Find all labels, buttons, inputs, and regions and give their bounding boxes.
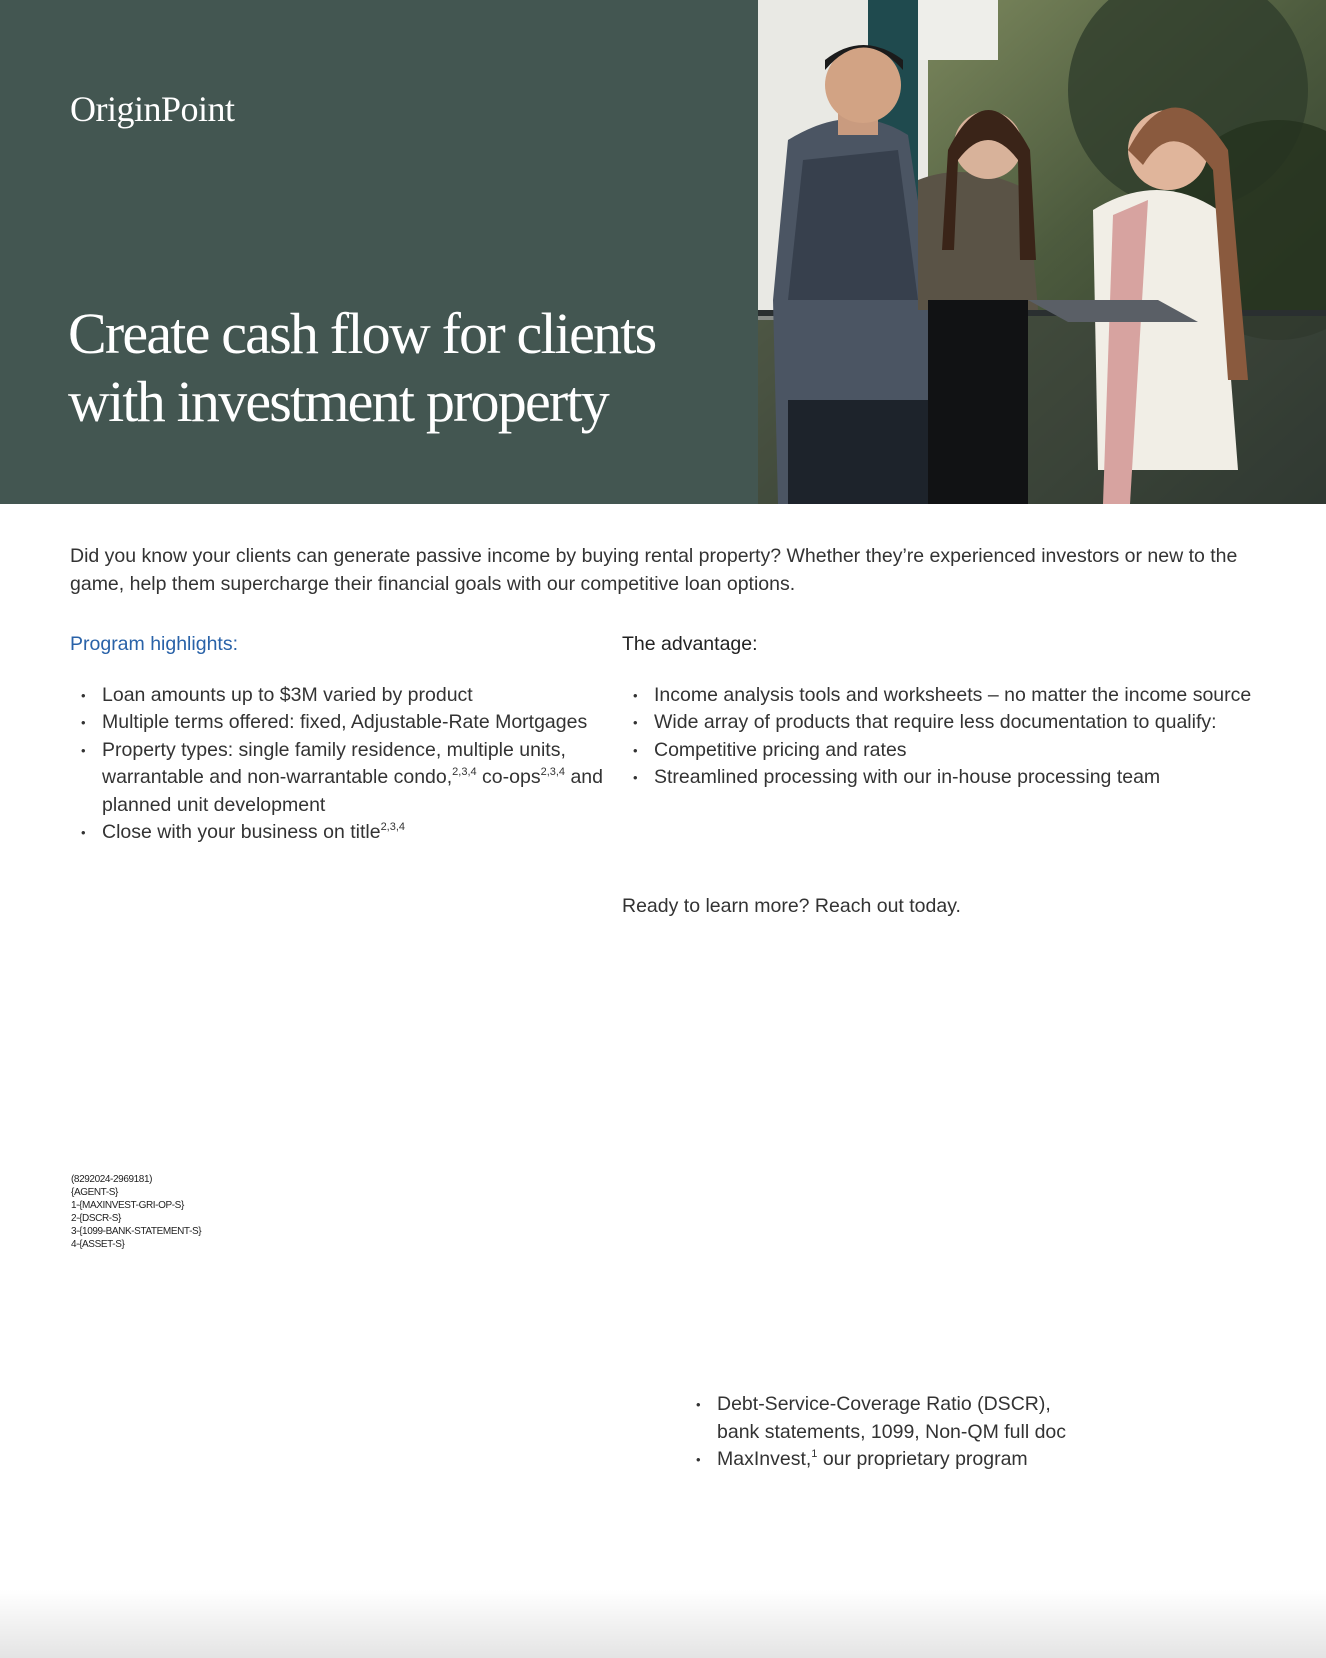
- list-item: • Streamlined processing with our in-house processing team: [622, 764, 1282, 791]
- code-line: 2-{DSCR-S}: [71, 1213, 121, 1224]
- close-on-title-text: Close with your business on title: [102, 821, 381, 844]
- intro-paragraph: Did you know your clients can generate passive income by buying rental property? Whether they’re experienced investors or new to the game, help them supercharge their financial goals with our competitive loan options.: [70, 545, 1238, 595]
- footnote-ref: 1: [811, 1448, 818, 1461]
- list-item: [70, 819, 610, 846]
- dscr-line-2: bank statements, 1099, Non-QM full doc: [717, 1420, 1067, 1443]
- call-to-action: Ready to learn more? Reach out today.: [622, 895, 961, 917]
- dscr-line-1: Debt-Service-Coverage Ratio (DSCR),: [717, 1393, 1051, 1416]
- originpoint-logo: OriginPoint: [70, 89, 235, 129]
- hero-panel: [0, 0, 758, 504]
- products-text: Wide array of products that require less documentation to qualify:: [654, 711, 1217, 734]
- program-highlights-title: Program highlights:: [70, 633, 238, 655]
- sub-list-item: [685, 1391, 1066, 1446]
- program-highlights-list: [70, 682, 610, 846]
- list-item: • Income analysis tools and worksheets – no matter the income source: [622, 682, 1282, 709]
- sub-list-item: [685, 1446, 1066, 1473]
- hero-photo: [758, 0, 1326, 504]
- advantage-title: The advantage:: [622, 633, 758, 655]
- list-item: [70, 737, 610, 819]
- list-item: • Loan amounts up to $3M varied by product: [70, 682, 610, 709]
- footnote-ref: 2,3,4: [540, 766, 566, 779]
- footnote-ref: 2,3,4: [380, 821, 406, 834]
- headline-line-2: with investment property: [68, 369, 608, 434]
- products-sub-list: [654, 1391, 1066, 1473]
- code-line: 1-{MAXINVEST-GRI-OP-S}: [71, 1200, 184, 1211]
- property-types-text: Property types: single family residence, multiple units, warrantable and non-warrantable condo,: [102, 738, 566, 789]
- code-line: 3-{1099-BANK-STATEMENT-S}: [71, 1226, 202, 1237]
- page-bottom-shadow: [0, 1590, 1326, 1658]
- list-item: • Multiple terms offered: fixed, Adjustable-Rate Mortgages: [70, 709, 610, 736]
- maxinvest-rest-text: our proprietary program: [817, 1448, 1028, 1471]
- co-ops-text: co-ops: [476, 766, 541, 789]
- headline-line-1: Create cash flow for clients: [68, 301, 656, 366]
- hero-headline: [68, 300, 748, 436]
- code-line: {AGENT-S}: [71, 1187, 118, 1198]
- list-item: • Competitive pricing and rates: [622, 737, 1282, 764]
- footnote-ref: 2,3,4: [452, 766, 477, 779]
- hero-photo-illustration: [758, 0, 1326, 504]
- maxinvest-text: MaxInvest,: [717, 1448, 812, 1471]
- code-line: 4-{ASSET-S}: [71, 1239, 125, 1250]
- planned-unit-text: and planned unit development: [102, 766, 603, 816]
- document-codes: [71, 1173, 201, 1251]
- code-line: (8292024-2969181): [71, 1174, 153, 1185]
